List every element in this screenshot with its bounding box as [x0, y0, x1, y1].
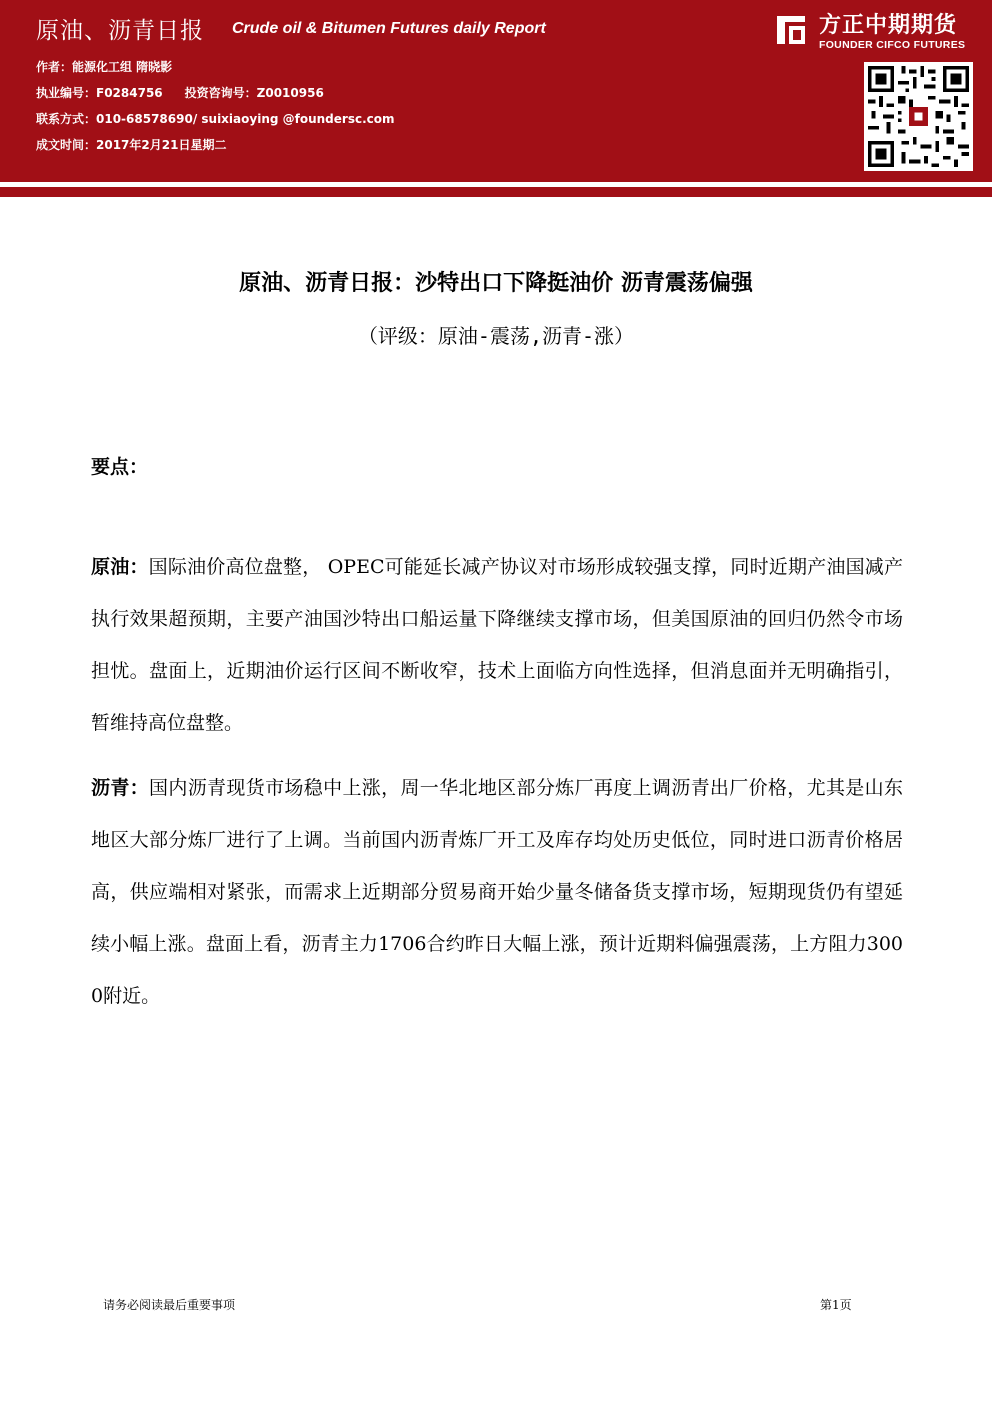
key-points-heading: 要点：: [91, 456, 149, 478]
crude-oil-label: 原油：: [91, 556, 149, 578]
date-line: 成文时间：2017年2月21日星期二: [36, 138, 227, 152]
company-logo: [771, 8, 983, 54]
report-header: [0, 0, 992, 182]
bitumen-label: 沥青：: [91, 777, 150, 799]
page-title: 原油、沥青日报：沙特出口下降挺油价 沥青震荡偏强: [239, 271, 753, 296]
page-number: 第1页: [820, 1298, 852, 1312]
report-title-en: Crude oil & Bitumen Futures daily Report: [232, 20, 546, 37]
license-number: 执业编号：F0284756: [36, 86, 163, 100]
crude-oil-paragraph: [91, 541, 903, 749]
license-line: [36, 84, 324, 101]
footer-notice: 请务必阅读最后重要事项: [103, 1298, 236, 1312]
founder-logo-icon: [771, 10, 811, 50]
consult-number: 投资咨询号：Z0010956: [184, 86, 324, 100]
company-name-cn: 方正中期期货: [819, 13, 958, 38]
report-title-cn: 原油、沥青日报: [36, 18, 204, 44]
rating-line: （评级：原油-震荡,沥青-涨）: [357, 324, 635, 348]
header-divider: [0, 187, 992, 197]
qr-code-icon: [864, 62, 973, 171]
crude-oil-text: 国际油价高位盘整， OPEC可能延长减产协议对市场形成较强支撑，同时近期产油国减产执行效果超预期，主要产油国沙特出口船运量下降继续支撑市场，但美国原油的回归仍然令市场担忧。盘面上，近期油价运行区间不断收窄，技术上面临方向性选择，但消息面并无明确指引，暂维持高位盘整。: [91, 556, 903, 734]
contact-line: 联系方式：010-68578690/ suixiaoying @foundersc.com: [36, 112, 395, 126]
company-name-en: FOUNDER CIFCO FUTURES: [819, 39, 966, 51]
bitumen-paragraph: [91, 762, 903, 1022]
bitumen-text: 国内沥青现货市场稳中上涨，周一华北地区部分炼厂再度上调沥青出厂价格，尤其是山东地区大部分炼厂进行了上调。当前国内沥青炼厂开工及库存均处历史低位，同时进口沥青价格居高，供应端相对紧张，而需求上近期部分贸易商开始少量冬储备货支撑市场，短期现货仍有望延续小幅上涨。盘面上看，沥青主力1706合约昨日大幅上涨，预计近期料偏强震荡，上方阻力3000附近。: [91, 777, 903, 1007]
author-line: 作者：能源化工组 隋晓影: [36, 60, 173, 74]
